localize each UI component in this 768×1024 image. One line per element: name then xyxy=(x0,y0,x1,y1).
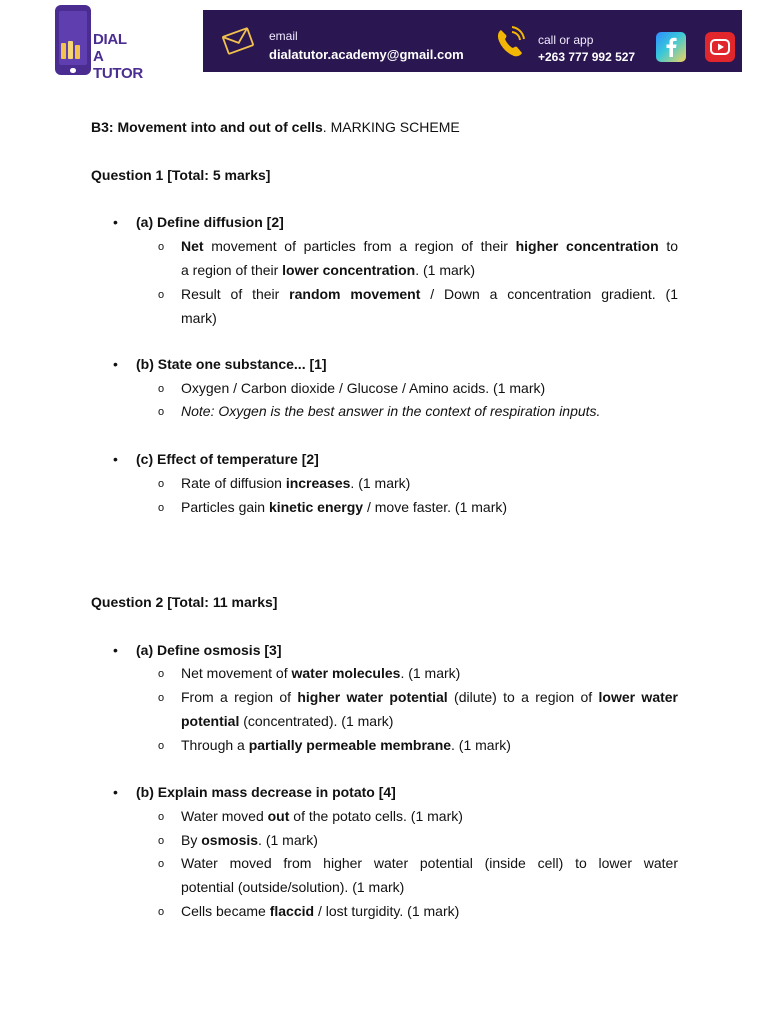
q2-b-answer-4: Cells became flaccid / lost turgidity. (1 mark) xyxy=(181,903,460,919)
sub-bullet: o xyxy=(158,406,165,418)
sub-bullet: o xyxy=(158,740,165,752)
email-label: email xyxy=(269,29,298,43)
q2-b-answer-3-line-1: Water moved from higher water potential (inside cell) to lower water xyxy=(181,855,678,871)
q2-b-answer-1: Water moved out of the potato cells. (1 mark) xyxy=(181,808,463,824)
sub-bullet: o xyxy=(158,692,165,704)
q1-part-c-heading: (c) Effect of temperature [2] xyxy=(136,451,319,467)
q1-b-note: Note: Oxygen is the best answer in the context of respiration inputs. xyxy=(181,403,601,419)
q2-a-answer-1: Net movement of water molecules. (1 mark) xyxy=(181,665,461,681)
q2-part-a-heading: (a) Define osmosis [3] xyxy=(136,642,282,658)
sub-bullet: o xyxy=(158,502,165,514)
q1-a-answer-1-line-2: a region of their lower concentration. (1 mark) xyxy=(181,262,476,278)
q2-part-b-heading: (b) Explain mass decrease in potato [4] xyxy=(136,784,396,800)
sub-bullet: o xyxy=(158,289,165,301)
q1-a-answer-1-line-1: Net movement of particles from a region of their higher concentration to xyxy=(181,238,678,254)
email-link[interactable]: dialatutor.academy@gmail.com xyxy=(269,47,464,62)
q1-c-answer-2: Particles gain kinetic energy / move faster. (1 mark) xyxy=(181,499,508,515)
phone-number-link[interactable]: +263 777 992 527 xyxy=(538,50,636,64)
q1-part-a-heading: (a) Define diffusion [2] xyxy=(136,214,284,230)
title-topic: B3: Movement into and out of cells xyxy=(91,119,323,135)
q2-a-answer-2-line-2: potential (concentrated). (1 mark) xyxy=(181,713,394,729)
title-suffix: . MARKING SCHEME xyxy=(322,119,460,135)
q2-b-answer-2: By osmosis. (1 mark) xyxy=(181,832,318,848)
logo-line-1: DIAL xyxy=(93,31,127,48)
sub-bullet: o xyxy=(158,858,165,870)
sub-bullet: o xyxy=(158,835,165,847)
bullet: • xyxy=(113,356,118,372)
q1-a-answer-2-line-1: Result of their random movement / Down a concentration gradient. (1 xyxy=(181,286,678,302)
document-title xyxy=(91,117,460,137)
q1-c-answer-1: Rate of diffusion increases. (1 mark) xyxy=(181,475,411,491)
bullet: • xyxy=(113,451,118,467)
logo-line-3: TUTOR xyxy=(93,65,143,82)
q1-a-answer-2-line-2: mark) xyxy=(181,310,217,326)
question-2-heading: Question 2 [Total: 11 marks] xyxy=(91,594,278,610)
q1-part-b-heading: (b) State one substance... [1] xyxy=(136,356,327,372)
call-label: call or app xyxy=(538,33,594,47)
sub-bullet: o xyxy=(158,811,165,823)
question-1-heading: Question 1 [Total: 5 marks] xyxy=(91,167,271,183)
bullet: • xyxy=(113,214,118,230)
bullet: • xyxy=(113,642,118,658)
sub-bullet: o xyxy=(158,478,165,490)
sub-bullet: o xyxy=(158,383,165,395)
q2-b-answer-3-line-2: potential (outside/solution). (1 mark) xyxy=(181,879,405,895)
bullet: • xyxy=(113,784,118,800)
sub-bullet: o xyxy=(158,906,165,918)
sub-bullet: o xyxy=(158,668,165,680)
q1-b-answer-1: Oxygen / Carbon dioxide / Glucose / Amino acids. (1 mark) xyxy=(181,380,546,396)
q2-a-answer-2-line-1: From a region of higher water potential (dilute) to a region of lower water xyxy=(181,689,678,705)
logo-line-2: A xyxy=(93,48,104,65)
sub-bullet: o xyxy=(158,241,165,253)
q2-a-answer-3: Through a partially permeable membrane. (1 mark) xyxy=(181,737,511,753)
